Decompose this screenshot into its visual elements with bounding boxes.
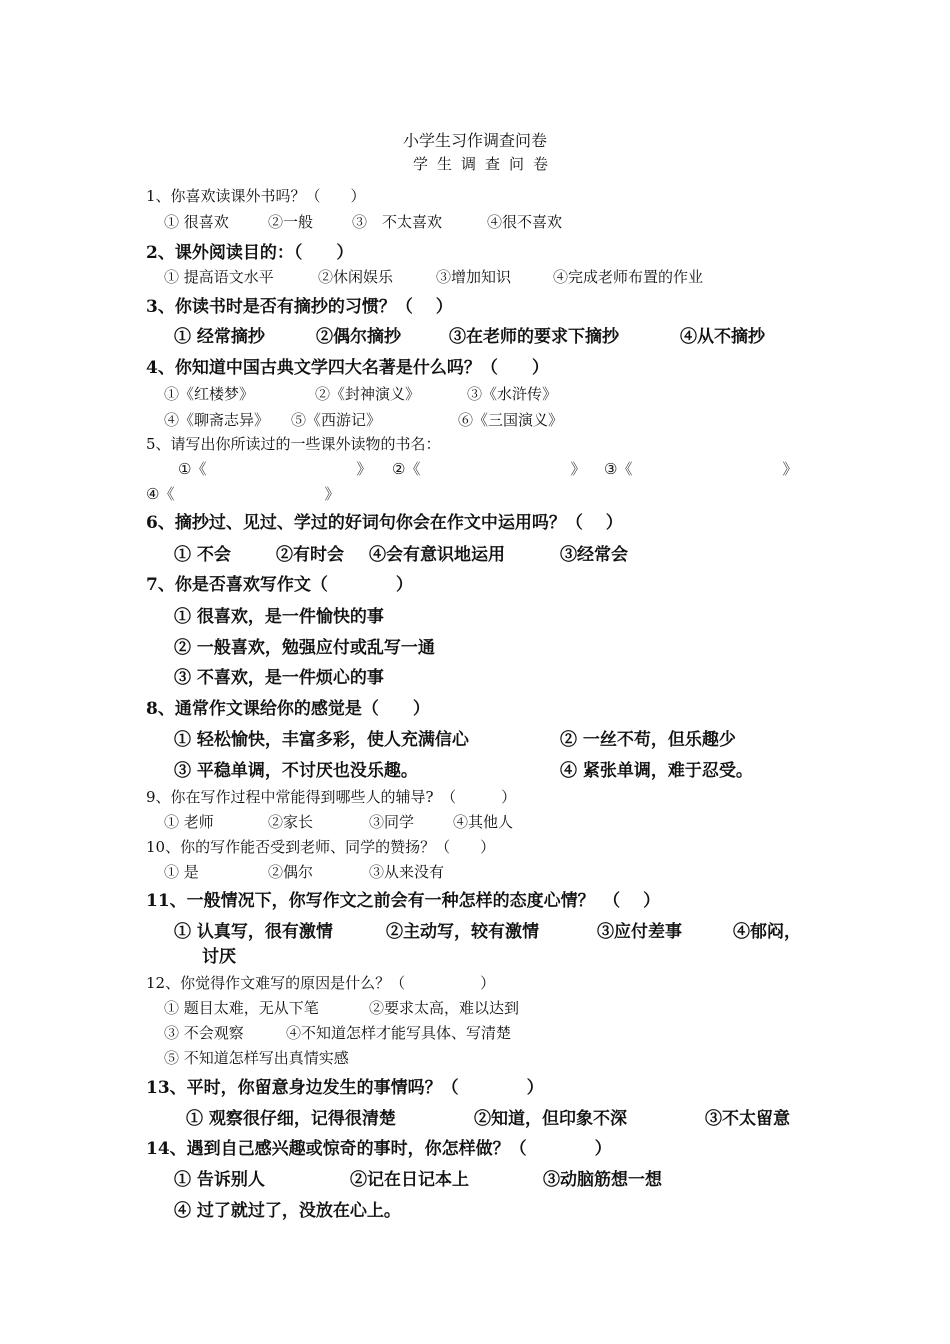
options-row [0, 1047, 950, 1071]
answer-option[interactable]: ① 轻松愉快，丰富多彩，使人充满信心 [174, 730, 469, 750]
answer-option[interactable]: ②知道，但印象不深 [474, 1109, 627, 1129]
answer-option[interactable]: ④其他人 [453, 813, 514, 831]
option-wrap-text: 讨厌 [202, 947, 236, 967]
answer-option[interactable]: ②偶尔 [268, 863, 314, 881]
answer-option[interactable]: ④郁闷， [733, 922, 801, 942]
document-subtitle: 学生调查问卷 [412, 155, 557, 173]
answer-option[interactable]: ③ 不会观察 [164, 1024, 244, 1042]
question-1: 1、你喜欢读课外书吗？（ ） [146, 187, 366, 205]
answer-option[interactable]: ④很不喜欢 [487, 213, 563, 231]
answer-option[interactable]: ③《水浒传》 [467, 385, 558, 403]
question-8: 8、通常作文课给你的感觉是（ ） [146, 699, 430, 719]
answer-option[interactable]: ③在老师的要求下摘抄 [449, 327, 619, 347]
answer-option[interactable]: ① 经常摘抄 [174, 327, 265, 347]
question-7: 7、你是否喜欢写作文（ ） [146, 575, 413, 595]
answer-option[interactable]: ① 是 [164, 863, 199, 881]
options-row [0, 322, 950, 346]
options-row [0, 1022, 950, 1046]
answer-option[interactable]: ③经常会 [560, 545, 628, 565]
answer-option[interactable]: ②家长 [268, 813, 314, 831]
answer-option[interactable]: ②有时会 [276, 545, 344, 565]
book-title-blank[interactable]: ①《 》 [178, 460, 372, 478]
answer-option[interactable]: ① 提高语文水平 [164, 268, 274, 286]
options-row [0, 211, 950, 235]
answer-option[interactable]: ③同学 [369, 813, 415, 831]
answer-option[interactable]: ②记在日记本上 [350, 1170, 469, 1190]
answer-option[interactable]: ②休闲娱乐 [318, 268, 394, 286]
answer-option[interactable]: ③动脑筋想一想 [543, 1170, 662, 1190]
answer-option[interactable]: ④完成老师布置的作业 [553, 268, 704, 286]
answer-option[interactable]: ① 老师 [164, 813, 214, 831]
options-row [0, 633, 950, 657]
book-title-blank[interactable]: ③《 》 [604, 460, 798, 478]
question-5: 5、请写出你所读过的一些课外读物的书名： [146, 435, 441, 453]
question-6: 6、摘抄过、见过、学过的好词句你会在作文中运用吗？（ ） [146, 513, 623, 533]
answer-option[interactable]: ④不知道怎样才能写具体、写清楚 [286, 1024, 512, 1042]
answer-option[interactable]: ⑤《西游记》 [291, 411, 382, 429]
answer-option[interactable]: ④ 紧张单调，难于忍受。 [560, 761, 753, 781]
answer-option[interactable]: ① 观察很仔细，记得很清楚 [186, 1109, 396, 1129]
options-row [0, 602, 950, 626]
question-14: 14、遇到自己感兴趣或惊奇的事时，你怎样做？（ ） [146, 1139, 612, 1159]
answer-option[interactable]: ③应付差事 [597, 922, 682, 942]
options-row [0, 997, 950, 1021]
options-row [0, 917, 950, 941]
answer-option[interactable]: ④会有意识地运用 [369, 545, 505, 565]
options-row [0, 1104, 950, 1128]
question-13: 13、平时，你留意身边发生的事情吗？（ ） [146, 1078, 544, 1098]
answer-option[interactable]: ① 不会 [174, 545, 231, 565]
options-row [0, 811, 950, 835]
answer-option[interactable]: ③ 不喜欢，是一件烦心的事 [174, 668, 384, 688]
answer-option[interactable]: ②一般 [268, 213, 314, 231]
answer-option[interactable]: ④从不摘抄 [680, 327, 765, 347]
answer-option[interactable]: ②《封神演义》 [315, 385, 421, 403]
question-10: 10、你的写作能否受到老师、同学的赞扬？（ ） [146, 838, 496, 856]
question-12: 12、你觉得作文难写的原因是什么？（ ） [146, 974, 496, 992]
document-title: 小学生习作调查问卷 [402, 131, 547, 150]
options-row [0, 409, 950, 433]
answer-option[interactable]: ③ 平稳单调，不讨厌也没乐趣。 [174, 761, 418, 781]
book-title-blank[interactable]: ②《 》 [392, 460, 586, 478]
question-11: 11、一般情况下，你写作文之前会有一种怎样的态度心情？ （ ） [146, 891, 661, 911]
answer-option[interactable]: ①《红楼梦》 [164, 385, 255, 403]
answer-option[interactable]: ② 一般喜欢，勉强应付或乱写一通 [174, 638, 435, 658]
answer-option[interactable]: ① 认真写，很有激情 [174, 922, 333, 942]
options-row [0, 383, 950, 407]
options-row [0, 1196, 950, 1220]
question-9: 9、你在写作过程中常能得到哪些人的辅导? （ ） [146, 788, 517, 806]
answer-option[interactable]: ②偶尔摘抄 [316, 327, 401, 347]
answer-option[interactable]: ③ 不太喜欢 [352, 213, 443, 231]
answer-option[interactable]: ②要求太高，难以达到 [369, 999, 520, 1017]
answer-option[interactable]: ① 告诉别人 [174, 1170, 265, 1190]
answer-option[interactable]: ④ 过了就过了，没放在心上。 [174, 1201, 401, 1221]
answer-option[interactable]: ③不太留意 [705, 1109, 790, 1129]
answer-option[interactable]: ④《聊斋志异》 [164, 411, 270, 429]
answer-option[interactable]: ⑥《三国演义》 [458, 411, 564, 429]
answer-option[interactable]: ③从来没有 [369, 863, 445, 881]
options-row [0, 756, 950, 780]
question-2: 2、课外阅读目的：（ ） [146, 243, 354, 263]
answer-option[interactable]: ① 很喜欢，是一件愉快的事 [174, 607, 384, 627]
answer-option[interactable]: ① 很喜欢 [164, 213, 229, 231]
question-3: 3、你读书时是否有摘抄的习惯？（ ） [146, 297, 453, 317]
options-row [0, 1165, 950, 1189]
options-row [0, 725, 950, 749]
answer-option[interactable]: ② 一丝不苟，但乐趣少 [560, 730, 736, 750]
answer-option[interactable]: ⑤ 不知道怎样写出真情实感 [164, 1049, 349, 1067]
options-row [0, 861, 950, 885]
answer-option[interactable]: ① 题目太难，无从下笔 [164, 999, 319, 1017]
options-row [0, 266, 950, 290]
question-4: 4、你知道中国古典文学四大名著是什么吗？（ ） [146, 358, 549, 378]
options-row [0, 663, 950, 687]
answer-option[interactable]: ②主动写，较有激情 [386, 922, 539, 942]
book-title-blank[interactable]: ④《 》 [146, 485, 340, 503]
options-row [0, 540, 950, 564]
answer-option[interactable]: ③增加知识 [436, 268, 512, 286]
